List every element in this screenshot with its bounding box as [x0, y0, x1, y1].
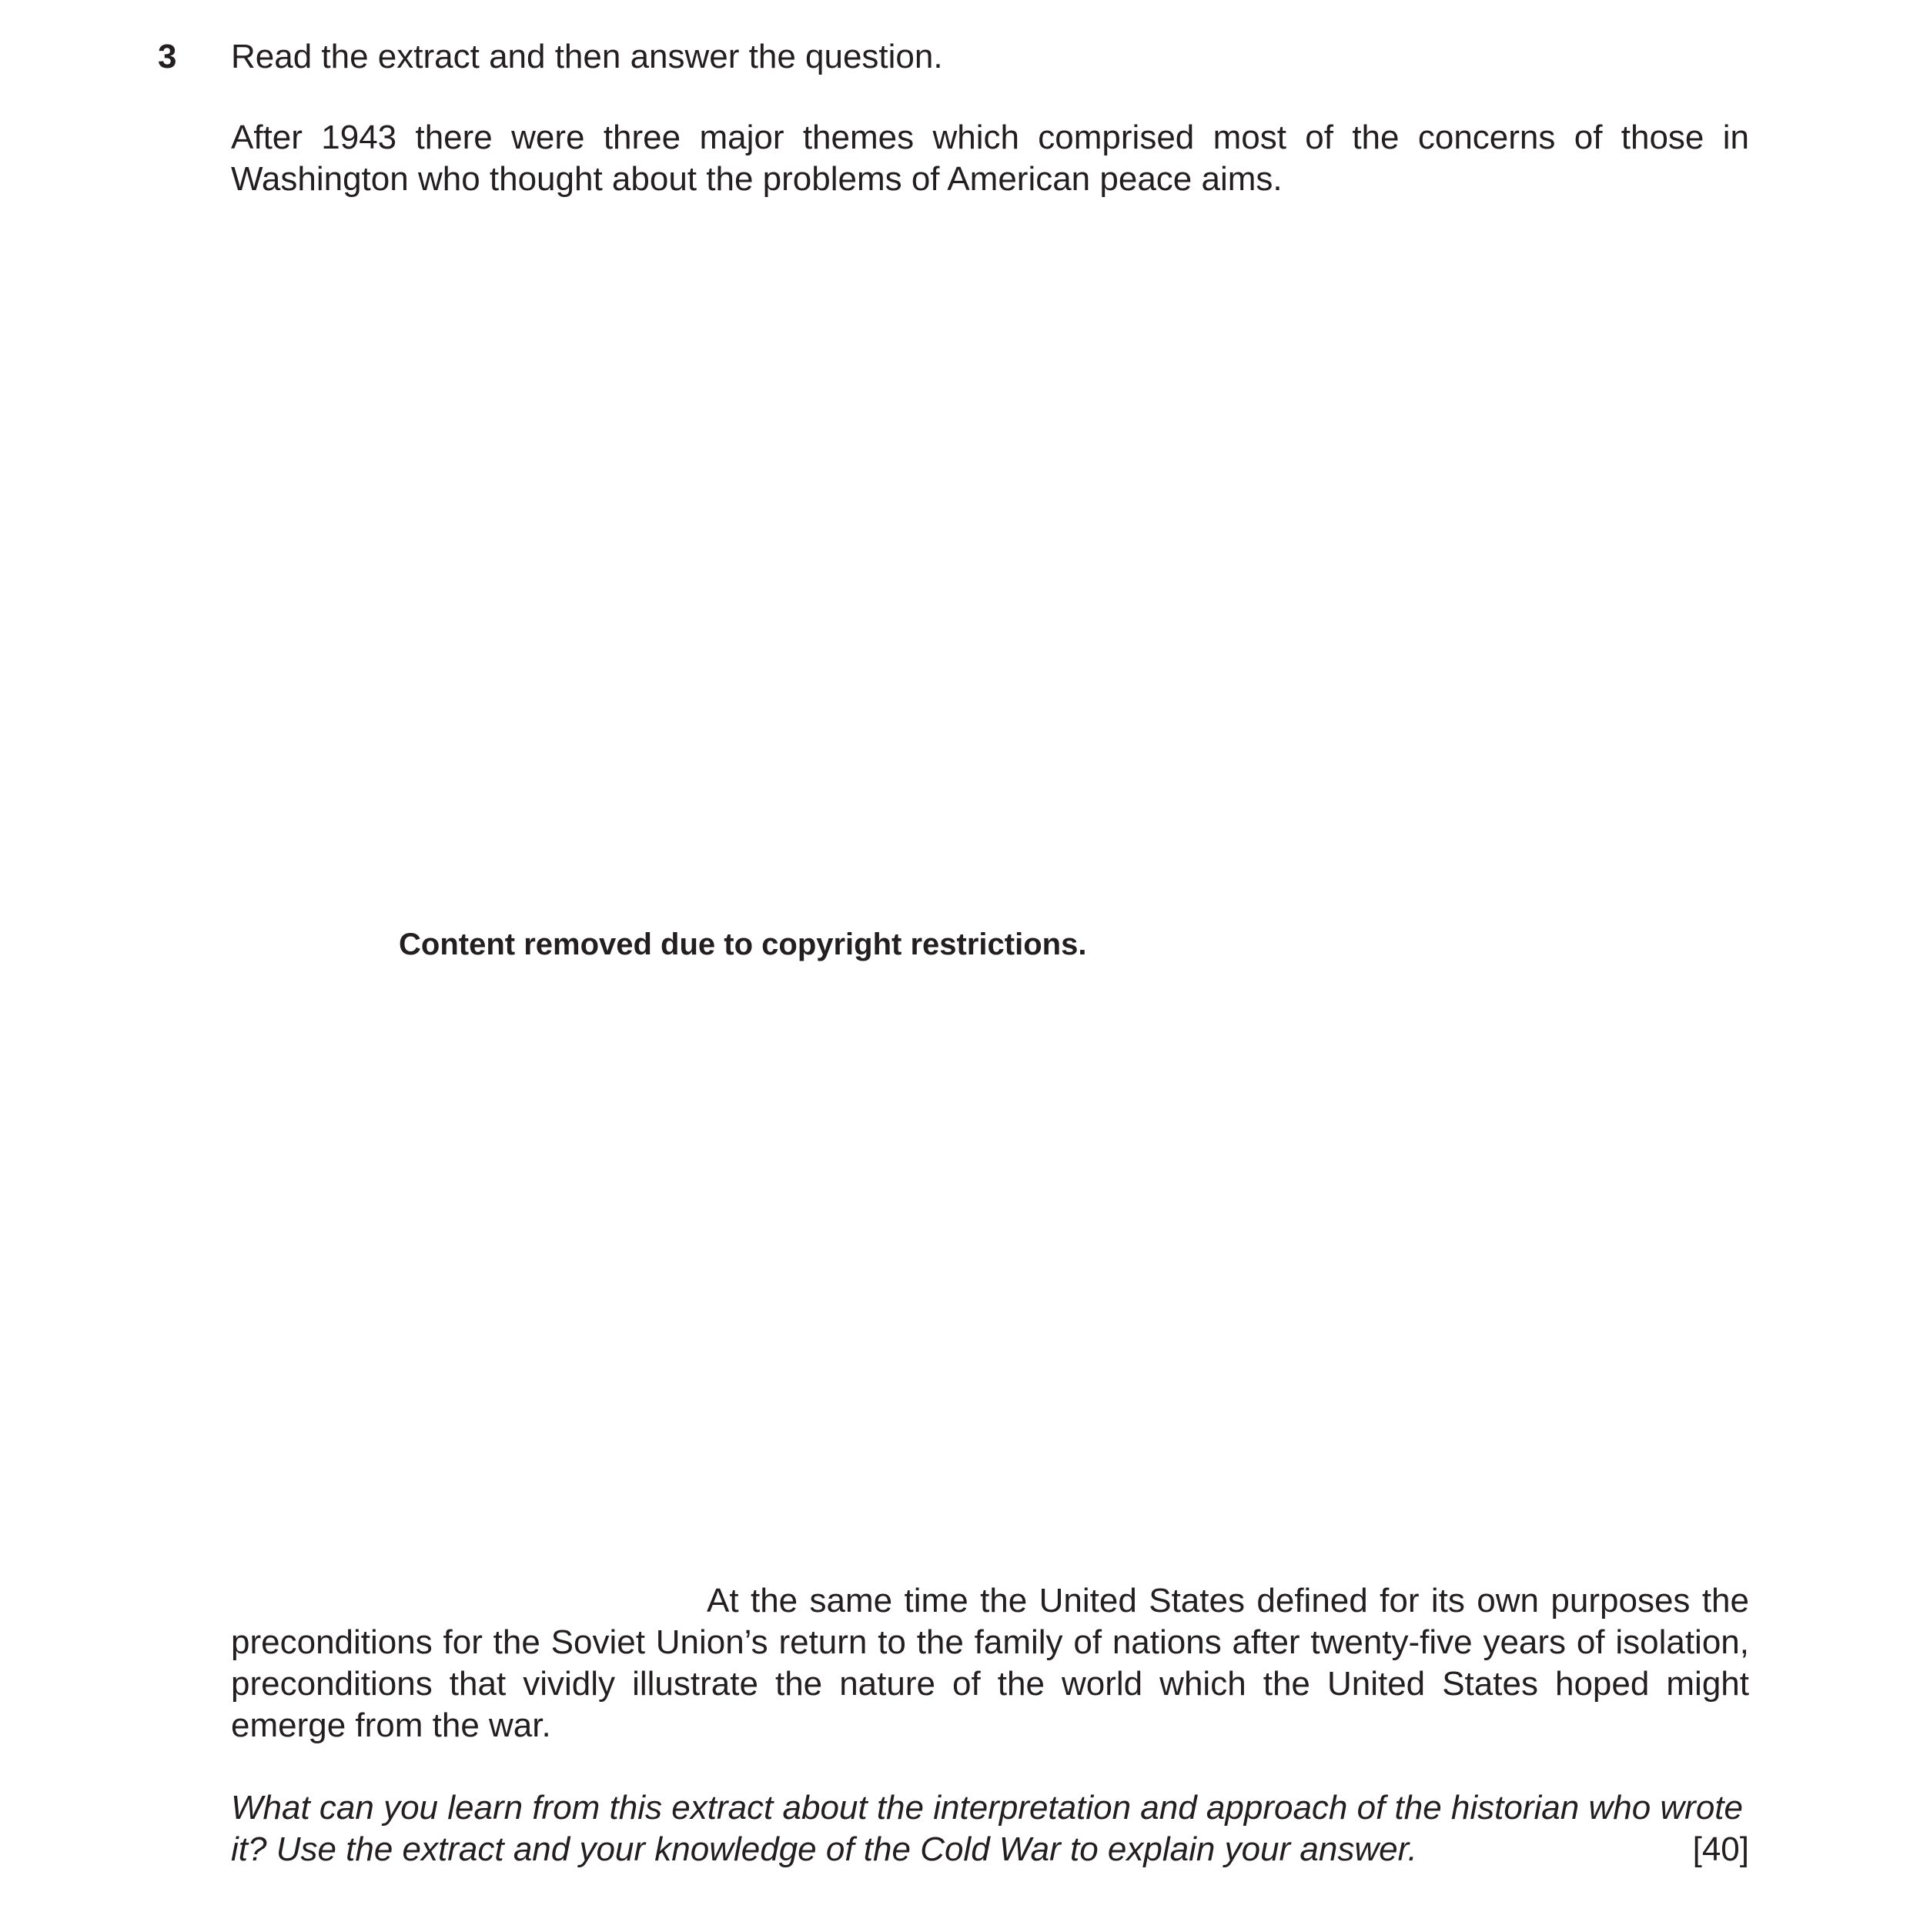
question-task [231, 1787, 1749, 1870]
question-instruction: Read the extract and then answer the question. [231, 38, 943, 75]
extract-opening-paragraph: After 1943 there were three major themes which comprised most of the concerns of those in Washington who thought about the problems of American peace aims. [231, 119, 1749, 198]
question-number: 3 [158, 38, 177, 75]
question-marks: [40] [1692, 1830, 1749, 1868]
question-task-text: What can you learn from this extract about the interpretation and approach of the historian who wrote it? Use the extract and your knowledge of the Cold War to explain your answer. [231, 1789, 1743, 1868]
extract-closing-paragraph: At the same time the United States defined for its own purposes the preconditions for the Soviet Union’s return to the family of nations after twenty-five years of isolation, preconditions that vividly illustrate the nature of the world which the United States hoped might emerge from the war. [231, 1582, 1749, 1744]
copyright-removed-notice: Content removed due to copyright restrictions. [399, 928, 1087, 961]
